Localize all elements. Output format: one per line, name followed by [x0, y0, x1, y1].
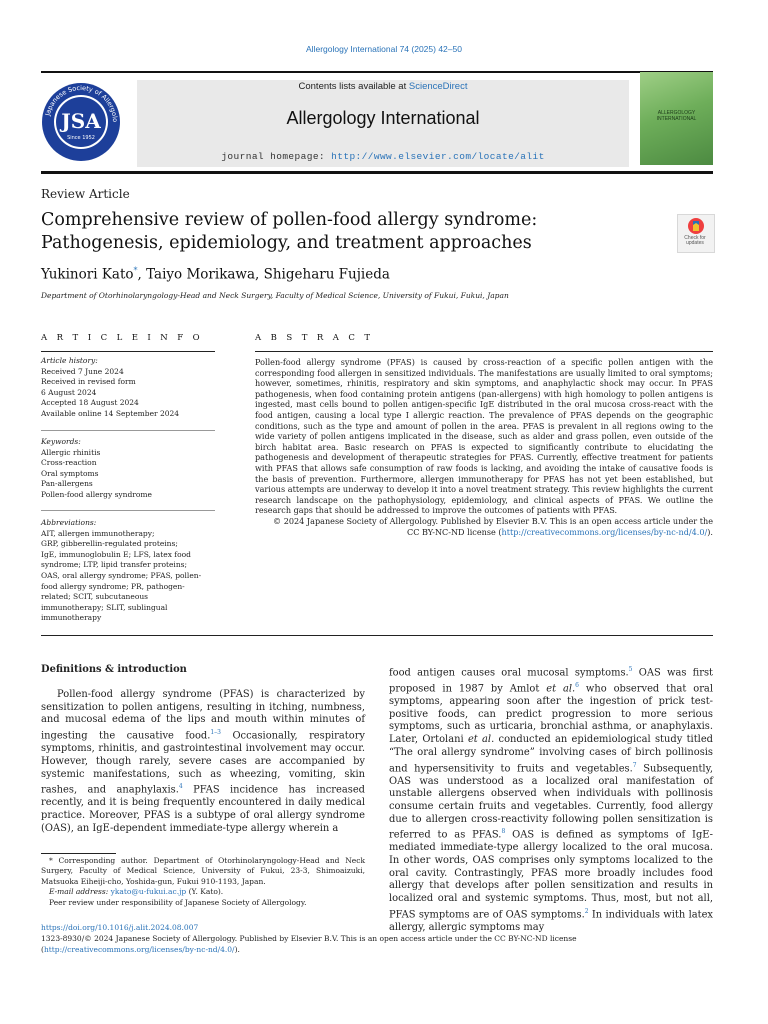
citation-link[interactable]: 5 — [628, 666, 633, 673]
front-matter-rule — [41, 635, 713, 636]
header-thick-rule — [41, 171, 713, 174]
info-divider-1 — [41, 430, 215, 431]
contents-prefix: Contents lists available at — [298, 81, 409, 92]
journal-homepage — [137, 151, 629, 162]
license-suffix: ). — [234, 944, 240, 954]
sciencedirect-link[interactable]: ScienceDirect — [408, 81, 468, 92]
article-type: Review Article — [41, 187, 130, 201]
copyright-line-1: © 2024 Japanese Society of Allergology. Published by Elsevier B.V. This is an open access article under the — [273, 515, 713, 526]
article-info-heading: A R T I C L E I N F O — [41, 333, 203, 343]
peer-review-note: Peer review under responsibility of Japanese Society of Allergology. — [49, 897, 307, 907]
abstract-text: Pollen-food allergy syndrome (PFAS) is caused by cross-reaction of a specific pollen antigen with the corresponding food allergen in sensitized individuals. The manifestations are usually limited to oral symptoms; however, sometimes, rhinitis, respiratory and skin symptoms, and anaphylactic shock may occur. In PFAS pathogenesis, when food containing protein antigens (pan-allergens) with high homology to pollen antigens is ingested, mast cells bound to pollen antigen-specific IgE distributed in the oral mucosa cross-react with the food antigen, causing a local type I allergic reaction. The prevalence of PFAS depends on the geographic conditions, such as the type and amount of pollen in the area. PFAS is prevalent in all regions owing to the wide variety of pollen antigens implicated in the disease, such as alder and grass pollen, even outside of the birch habitat area. Basic research on PFAS is expected to significantly contribute to elucidating the pathogenesis and development of therapeutic strategies for PFAS. Currently, effective treatment for patients with PFAS that allows safe consumption of raw foods is lacking, and avoiding the intake of causative foods is the basis of prevention. Furthermore, allergen immunotherapy for PFAS has not yet been established, but various attempts are underway to develop it into a novel treatment strategy. This review highlights the current research landscape on the pathophysiology, epidemiology, and clinical aspects of PFAS. We outline the research gaps that should be addressed to improve the outcomes of patients with PFAS. — [255, 357, 713, 516]
abbreviation-line: AIT, allergen immunotherapy; — [41, 528, 155, 538]
footnote-rule — [41, 853, 116, 854]
citation-link[interactable]: 2 — [584, 907, 589, 915]
affiliation: Department of Otorhinolaryngology-Head and Neck Surgery, Faculty of Medical Science, University of Fukui, Fukui, Japan — [41, 291, 509, 300]
abbreviations-label: Abbreviations: — [41, 518, 97, 527]
email-label: E-mail address: — [49, 887, 111, 897]
abbreviations-block — [41, 518, 211, 624]
abbreviation-line: syndrome; LTP, lipid transfer proteins; — [41, 560, 188, 570]
title-line-1: Comprehensive review of pollen-food allergy syndrome: — [41, 210, 538, 230]
citation-link[interactable]: 6 — [575, 682, 579, 689]
license-link[interactable]: http://creativecommons.org/licenses/by-nc-nd/4.0/ — [501, 526, 708, 537]
info-divider-2 — [41, 510, 215, 511]
abbreviation-line: immunotherapy — [41, 613, 102, 623]
jsa-logo-graphic — [41, 82, 121, 162]
email-suffix: (Y. Kato). — [186, 887, 224, 897]
homepage-link[interactable]: http://www.elsevier.com/locate/alit — [331, 151, 545, 162]
logo-since: Since 1952 — [67, 135, 95, 141]
history-revised: Received in revised form — [41, 377, 136, 387]
history-received: Received 7 June 2024 — [41, 366, 124, 376]
corresponding-author-note: * Corresponding author. Department of Otorhinolaryngology-Head and Neck Surgery, Faculty of Medical Science, University of Fukui, 23-3, Shimoaizuki, Matsuoka Eiheiji-cho, Yoshida-gun, Fukui 910-1193, Japan. — [41, 856, 365, 886]
section-heading: Definitions & introduction — [41, 664, 187, 675]
article-info-rule — [41, 351, 215, 352]
jsa-logo — [41, 82, 121, 162]
text-run: Occasionally, respiratory symptoms, rhinitis, and gastrointestinal involvement may occur. However, though rarely, severe cases are accompanied by systemic manifestations, such as wheezing, vomiting, skin rashes, and anaphylaxis. — [41, 730, 366, 796]
intro-paragraph — [41, 689, 365, 835]
text-run: PFAS incidence has increased recently, and it is being frequently encountered in daily medical practice. Moreover, PFAS is a subtype of oral allergy syndrome (OAS), an IgE-dependent immediate-type allergy wherein a — [41, 784, 365, 834]
text-run: food antigen causes oral mucosal symptoms. — [389, 667, 629, 679]
logo-ring-text: Japanese Society of Allergolo — [43, 83, 120, 123]
citation-link[interactable]: 8 — [501, 828, 506, 836]
text-run: OAS was first proposed in 1987 by Amlot — [389, 667, 713, 695]
keyword: Oral symptoms — [41, 468, 99, 478]
doi-link[interactable]: https://doi.org/10.1016/j.alit.2024.08.007 — [41, 923, 199, 932]
email-link[interactable]: ykato@u-fukui.ac.jp — [110, 887, 187, 897]
text-run: Subsequently, OAS was understood as a localized oral manifestation of unstable allergens observed when individuals with pollinosis consume certain fruits and vegetables. Currently, food allergy due to allergen cross-reactivity following pollen sensitization is referred to as PFAS. — [389, 762, 713, 841]
abbreviation-line: GRP, gibberellin-regulated proteins; — [41, 539, 178, 549]
article-history — [41, 356, 211, 420]
author-kato[interactable]: Yukinori Kato — [41, 266, 134, 283]
keywords-label: Keywords: — [41, 437, 81, 446]
abbreviation-line: OAS, oral allergy syndrome; PFAS, pollen- — [41, 570, 202, 580]
intro-continuation — [389, 664, 713, 935]
text-run: who observed that oral symptoms, appearing soon after the ingestion of prick test-positive foods, can predict progression to more serious symptoms, such as urticaria, bronchial asthma, or anaphylaxis. Later, Ortolani — [389, 683, 713, 746]
article-title — [41, 209, 661, 255]
citation-link[interactable]: 7 — [632, 761, 637, 769]
cover-title: ALLERGOLOGY INTERNATIONAL — [656, 110, 697, 122]
abbreviation-line: related; SCIT, subcutaneous — [41, 592, 149, 602]
corresponding-author-mark[interactable]: * — [133, 266, 138, 275]
crossmark-icon — [678, 215, 714, 237]
text-run: OAS is defined as symptoms of IgE-mediated immediate-type allergy localized to the oral mucosa. In other words, OAS comprises only symptoms localized to the oral cavity. Contrastingly, PFAS more broadly includes food allergy that develops after pollen sensitization and results in localized oral and systemic symptoms. Thus, most, but not all, PFAS symptoms are of OAS symptoms. — [389, 829, 713, 921]
copyright-suffix: ). — [707, 526, 713, 537]
header-rule — [41, 71, 713, 73]
abbreviation-line: IgE, immunoglobulin E; LFS, latex food — [41, 549, 191, 559]
history-online: Available online 14 September 2024 — [41, 408, 180, 418]
keyword: Allergic rhinitis — [41, 447, 101, 457]
check-for-updates-label: Check for updates — [684, 235, 706, 246]
keyword: Pan-allergens — [41, 479, 93, 489]
abbreviation-line: immunotherapy; SLIT, sublingual — [41, 602, 168, 612]
license-footer — [41, 934, 713, 955]
citation-link[interactable]: 4 — [178, 783, 183, 791]
author-list — [41, 266, 390, 283]
homepage-label: journal homepage: — [221, 151, 332, 162]
title-line-2: Pathogenesis, epidemiology, and treatment approaches — [41, 233, 532, 253]
copyright-prefix: CC BY-NC-ND license ( — [407, 526, 502, 537]
citation-link[interactable]: 1–3 — [210, 729, 221, 737]
journal-reference[interactable]: Allergology International 74 (2025) 42–50 — [306, 44, 462, 54]
logo-letters: JSA — [61, 109, 101, 133]
history-revised-date: 6 August 2024 — [41, 387, 97, 397]
body-left-column — [41, 689, 365, 835]
email-note — [41, 887, 365, 897]
footer-license-link[interactable]: http://creativecommons.org/licenses/by-nc-nd/4.0/ — [43, 944, 235, 954]
abstract-copyright — [255, 516, 713, 537]
body-right-column — [389, 664, 713, 935]
contents-line — [137, 81, 629, 92]
keywords-block — [41, 437, 211, 501]
et-al: et al. — [467, 734, 495, 746]
abstract — [255, 357, 713, 537]
footnotes — [41, 856, 365, 908]
keyword: Pollen-food allergy syndrome — [41, 489, 152, 499]
et-al: et al. — [546, 683, 576, 695]
text-run: conducted an epidemiological study titled “The oral allergy syndrome” involving cases of birch pollinosis and hypersensitivity to fruits and vegetables. — [389, 734, 713, 774]
check-for-updates-button[interactable] — [677, 214, 715, 253]
text-run: Pollen-food allergy syndrome (PFAS) is characterized by sensitization to pollen antigens, resulting in itching, numbness, and mucosal edema of the lips and mouth within minutes of ingesting the causative food. — [41, 689, 365, 742]
other-authors[interactable]: , Taiyo Morikawa, Shigeharu Fujieda — [137, 266, 390, 283]
history-label: Article history: — [41, 356, 98, 365]
abstract-rule — [255, 351, 713, 352]
abstract-heading: A B S T R A C T — [255, 333, 374, 343]
journal-title: Allergology International — [286, 108, 480, 128]
abbreviation-line: food allergy syndrome; PR, pathogen- — [41, 581, 185, 591]
history-accepted: Accepted 18 August 2024 — [41, 398, 139, 408]
text-run: In individuals with latex allergy, allergic symptoms may — [389, 909, 713, 933]
license-prefix: 1323-8930/© 2024 Japanese Society of Allergology. Published by Elsevier B.V. This is an open access article under the CC BY-NC-ND license ( — [41, 934, 577, 954]
keyword: Cross-reaction — [41, 458, 97, 468]
